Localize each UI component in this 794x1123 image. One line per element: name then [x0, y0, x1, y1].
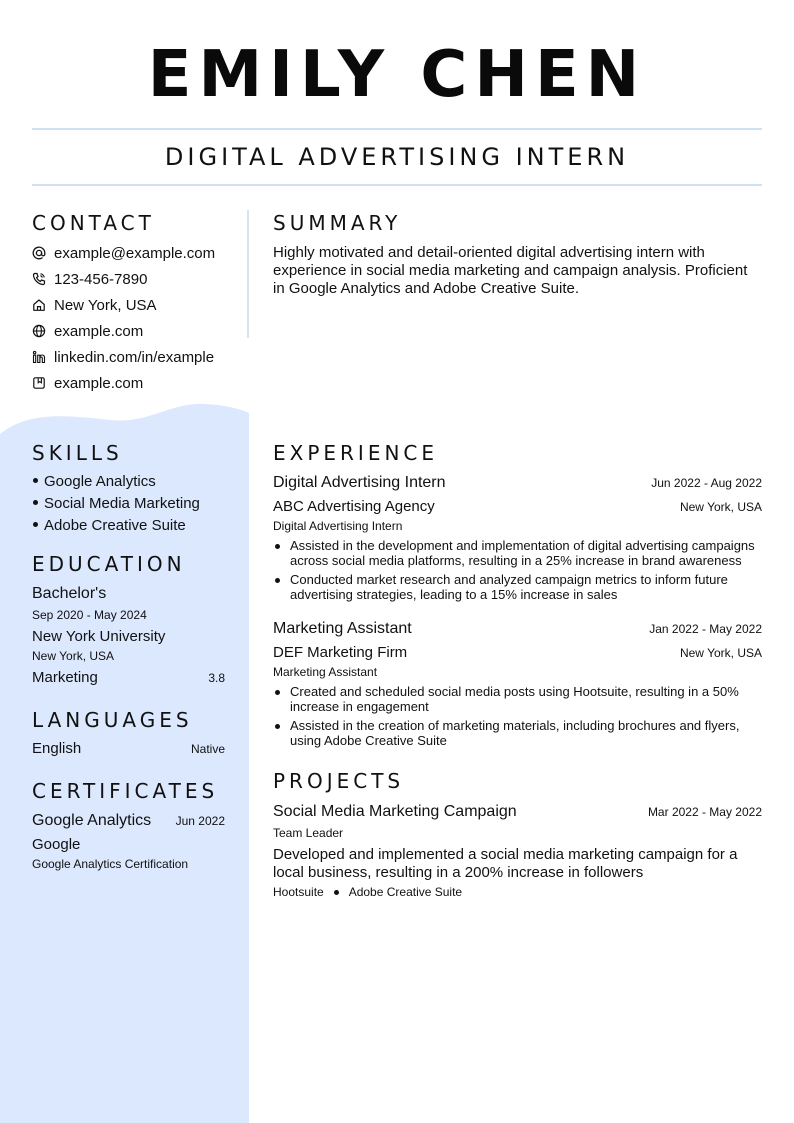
contact-linkedin-text: linkedin.com/in/example [54, 348, 215, 366]
job-bullet-text: Assisted in the development and implementation of digital advertising campaigns across social media platforms, resulting in a 25% increase in brand awareness [290, 538, 755, 568]
experience-heading: EXPERIENCE [273, 441, 439, 465]
contact-phone-text: 123-456-7890 [54, 270, 148, 288]
bullet-dot [33, 478, 38, 483]
linkedin-icon [32, 350, 46, 364]
skill-item [33, 517, 186, 534]
project-tool: Hootsuite [273, 885, 324, 899]
contact-location [32, 295, 157, 315]
contact-phone[interactable] [32, 269, 147, 289]
skills-heading: SKILLS [32, 441, 123, 465]
education-school: New York University [32, 628, 166, 645]
project-role: Team Leader [273, 826, 344, 840]
bullet-dot [33, 522, 38, 527]
job-bullet [273, 538, 762, 568]
skill-label: Social Media Marketing [44, 495, 200, 512]
job-location: New York, USA [679, 500, 762, 514]
education-gpa: 3.8 [208, 671, 225, 685]
contact-portfolio[interactable] [32, 373, 143, 393]
certificate-detail: Google Analytics Certification [32, 857, 189, 871]
language-level: Native [190, 742, 225, 756]
skill-item [33, 473, 156, 490]
header-top-rule [32, 128, 762, 130]
bullet-dot [33, 500, 38, 505]
bookmark-icon [32, 376, 46, 390]
contact-website[interactable] [32, 321, 143, 341]
globe-icon [32, 324, 46, 338]
contact-linkedin[interactable] [32, 347, 214, 367]
bullet-dot [275, 690, 280, 695]
summary-heading: SUMMARY [273, 211, 402, 235]
bullet-dot [275, 578, 280, 583]
language-name: English [32, 740, 82, 757]
job-bullet-text: Created and scheduled social media posts using Hootsuite, resulting in a 50% increase in engagement [290, 684, 739, 714]
job-bullet [273, 684, 762, 714]
education-field: Marketing [32, 669, 98, 686]
phone-icon [32, 272, 46, 286]
job-bullet [273, 572, 762, 602]
job-dates: Jun 2022 - Aug 2022 [651, 476, 762, 490]
certificate-issuer: Google [32, 836, 81, 853]
certificate-date: Jun 2022 [175, 814, 225, 828]
job-position: Marketing Assistant [273, 665, 378, 679]
skill-label: Adobe Creative Suite [44, 517, 186, 534]
column-divider [247, 210, 249, 338]
job-title: DIGITAL ADVERTISING INTERN [164, 143, 630, 171]
tool-separator-dot [334, 890, 339, 895]
languages-heading: LANGUAGES [32, 708, 193, 732]
candidate-name: EMILY CHEN [147, 38, 647, 112]
project-description: Developed and implemented a social media marketing campaign for a local business, resulting in a 200% increase in followers [273, 846, 738, 881]
certificates-heading: CERTIFICATES [32, 779, 219, 803]
education-degree: Bachelor's [32, 585, 107, 602]
projects-heading: PROJECTS [273, 769, 405, 793]
contact-website-text: example.com [54, 322, 144, 340]
job-title: Marketing Assistant [273, 620, 412, 637]
job-dates: Jan 2022 - May 2022 [649, 622, 762, 636]
education-location: New York, USA [32, 649, 115, 663]
at-icon [32, 246, 46, 260]
job-company: ABC Advertising Agency [273, 498, 435, 515]
contact-email[interactable] [32, 243, 215, 263]
certificate-name: Google Analytics [32, 812, 152, 829]
job-bullet [273, 718, 762, 748]
job-company: DEF Marketing Firm [273, 644, 408, 661]
job-title: Digital Advertising Intern [273, 474, 446, 491]
contact-email-text: example@example.com [54, 244, 216, 262]
contact-portfolio-text: example.com [54, 374, 144, 392]
job-position: Digital Advertising Intern [273, 519, 403, 533]
project-tools [273, 885, 462, 899]
contact-heading: CONTACT [32, 211, 155, 235]
contact-location-text: New York, USA [54, 296, 157, 314]
job-bullet-text: Conducted market research and analyzed campaign metrics to inform future advertising strategies, leading to a 15% increase in sales [290, 572, 728, 602]
project-tool: Adobe Creative Suite [348, 885, 463, 899]
summary-text: Highly motivated and detail-oriented digital advertising intern with experience in social media marketing and campaign analysis. Proficient in Google Analytics and Adobe Creative Suite. [273, 244, 748, 297]
project-name: Social Media Marketing Campaign [273, 803, 517, 820]
job-location: New York, USA [679, 646, 762, 660]
job-bullet-text: Assisted in the creation of marketing materials, including brochures and flyers, using Adobe Creative Suite [290, 718, 740, 748]
bullet-dot [275, 544, 280, 549]
education-heading: EDUCATION [32, 552, 186, 576]
home-icon [32, 298, 46, 312]
header-bottom-rule [32, 184, 762, 186]
skill-item [33, 495, 200, 512]
education-dates: Sep 2020 - May 2024 [32, 608, 147, 622]
project-dates: Mar 2022 - May 2022 [647, 805, 762, 819]
bullet-dot [275, 724, 280, 729]
skill-label: Google Analytics [44, 473, 156, 490]
